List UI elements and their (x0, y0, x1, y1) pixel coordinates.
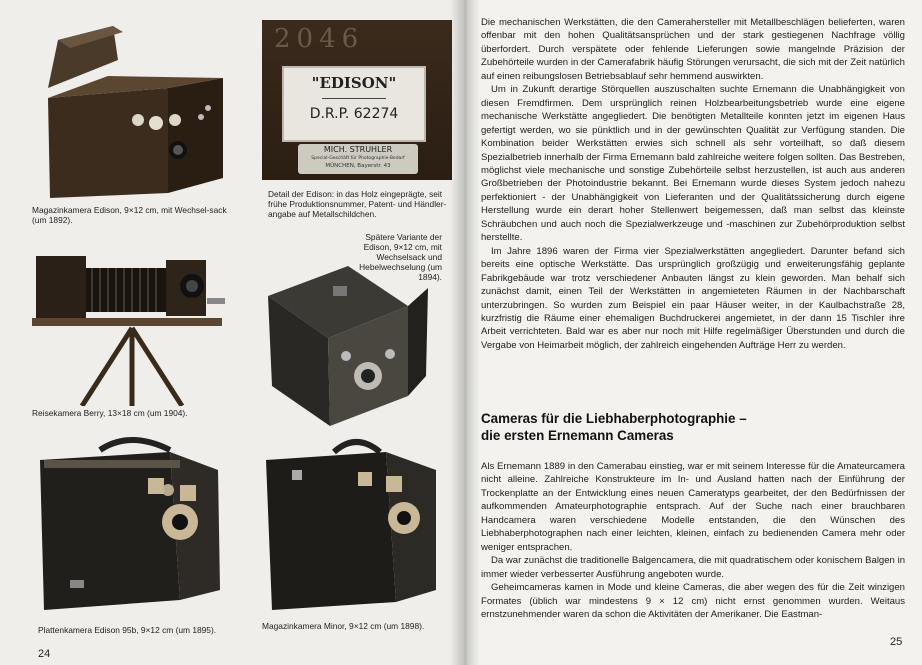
dealer-line2: MÜNCHEN, Bayerstr. 43 (325, 163, 391, 169)
plate-divider (322, 98, 386, 99)
plate-brand: "EDISON" (311, 74, 397, 92)
photo-berry-camera (22, 238, 242, 406)
caption-detail: Detail der Edison: in das Holz eingeprägte, seit frühe Produktionsnummer, Patent- und Händler-angabe auf Metallschildchen. (268, 189, 447, 219)
section-heading (481, 410, 881, 444)
knob-icon (132, 114, 144, 126)
paragraph: Die mechanischen Werkstätten, die den Camerahersteller mit Metallbeschlägen belieferten, waren offenbar mit den hohen Qualitätsansprüchen und der stark gestiegenen Nachfrage völlig überfordert. Durch verspätete oder fehlende Lieferungen sowie mangelnde Präzision der Zubehörteile wurden in der Camerafabrik häufig Störungen verursacht, die sich mit der Zeit natürlich auf einen reibungslosen Betriebsablauf sehr hemmend auswirkten. (481, 17, 905, 82)
dealer-line1: Special-Geschäft für Photographie-Bedarf (311, 156, 405, 161)
caption-minor: Magazinkamera Minor, 9×12 cm (um 1898). (262, 621, 425, 631)
heading-line-1: Cameras für die Liebhaberphotographie – (481, 411, 747, 426)
caption-variant: Spätere Variante der Edison, 9×12 cm, mit Wechselsack und Hebelwechselung (um 1894). (359, 232, 442, 282)
edison-plate (282, 66, 426, 142)
dealer-plate (298, 144, 418, 174)
body-text-top (481, 16, 905, 352)
photo-detail-plate (262, 20, 452, 180)
paragraph: Im Jahre 1896 waren der Firma vier Spezialwerkstätten angegliedert. Darunter befand sich bereits eine optische Werkstätte. Das ursprünglich großzügig und erweiterungsfähig geplante Fabrikgebäude war trotz verschiedener Anbauten längst zu klein geworden. Man behalf sich zunächst damit, einen Teil der Werkstätten in angemieteten Räumen in der Nachbarschaft unterzubringen. So wurden zum Beispiel ein paar Häuser weiter, in der Kaulbachstraße 28, kurzfristig die Räume einer ehemaligen Buchdruckerei angemietet, in der dann 15 Tischler ihre Arbeit verrichteten. Bald war es aber nur noch mit Hilfe regelmäßiger Überstunden und durch die Vergabe von Heimarbeit möglich, der zahlreich eingehenden Aufträge Herr zu werden. (481, 245, 905, 351)
plate-patent: D.R.P. 62274 (309, 106, 399, 122)
caption-berry: Reisekamera Berry, 13×18 cm (um 1904). (32, 408, 188, 418)
serial-number: 2046 (274, 24, 365, 54)
photo-minor-camera (256, 430, 452, 620)
paragraph: Als Ernemann 1889 in den Camerabau einstieg, war er mit seinem Interesse für die Amateurcamera nicht alleine. Zahlreiche Konstrukteure im In- und Ausland hatten nach der Einführung der Trockenplatte an der Entwicklung eines neuen Cameratyps gearbeitet, der den Bedürfnissen der aufkommenden Amateurphotographie entsprach. Auf der Suche nach einer brauchbaren Handcamera waren verschiedene Modelle entstanden, die den Wünschen des Liebhaberphotographen nach einer leichten, kleinen, einfach zu bedienenden Camera mehr oder weniger entsprachen. (481, 461, 905, 553)
paragraph: Geheimcameras kamen in Mode und kleine Cameras, die aber wegen des für die Zeit winzigen Formates (üblich war mindestens 9 × 12 cm) nicht ernst genommen wurden. Weitaus ernstzunehmender waren da schon die Aktivitäten der Amerikaner. Die Eastman- (481, 582, 905, 620)
dealer-name: MICH. STRUHLER (323, 145, 393, 154)
caption-edison-95b: Plattenkamera Edison 95b, 9×12 cm (um 1895). (38, 625, 217, 635)
caption-edison: Magazinkamera Edison, 9×12 cm, mit Wechsel-sack (um 1892). (32, 205, 227, 225)
photo-edison-95b (30, 430, 230, 620)
paragraph: Da war zunächst die traditionelle Balgencamera, die mit quadratischem oder konischem Balgen in immer wieder verbesserter Ausführung angeboten wurde. (481, 555, 905, 580)
page-number-right: 25 (890, 636, 903, 648)
photo-edison-camera (18, 18, 248, 203)
page-number-left: 24 (38, 648, 51, 660)
body-text-bottom (481, 460, 905, 621)
heading-line-2: die ersten Ernemann Cameras (481, 428, 674, 443)
paragraph: Um in Zukunft derartige Störquellen auszuschalten suchte Ernemann die Unabhängigkeit von diesen Fremdfirmen. Dem ursprünglich reinen Holzbearbeitungsbetrieb wurde eine eigene mechanische Werkstätte angegliedert. Die benötigten Metallteile konnten jetzt im eigenen Haus gefertigt werden, wo sie pünktlich und in der gewünschten Qualität zur Verfügung standen. Die Kombination beider Werkstätten erwies sich schnell als sehr vorteilhaft, so daß diesem Spezialbetrieb innerhalb der Firma Ernemann bald zahlreiche weitere folgen sollten. Das Bestreben, möglichst viele mechanische und sonstige Zubehörteile selbst herzustellen, ist auch aus anderen Großbetrieben der Photoindustrie bekannt. Bei Ernemann wurde dieses System jedoch nahezu perfektioniert - der Unabhängigkeit von Lieferanten und der Qualitätssicherung durch eigene Herstellung wurde ein derart hoher Stellenwert beigemessen, daß man selbst das kleinste Schräubchen und auch noch die Spezialwerkzeuge und -maschinen zur Zubehörproduktion selbst herstellte. (481, 84, 905, 244)
